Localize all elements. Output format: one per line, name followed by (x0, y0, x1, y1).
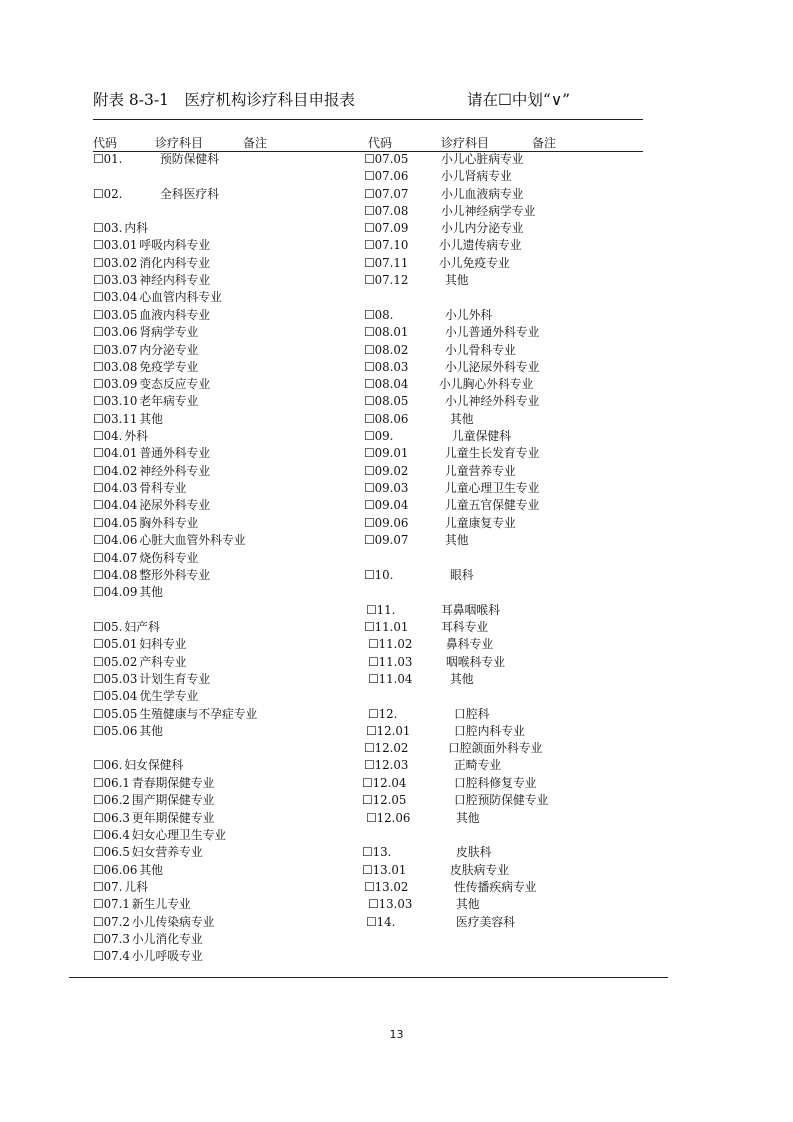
subject-name: 其他 (456, 811, 480, 825)
subject-code: ☐04.06 (93, 533, 138, 547)
subject-code: ☐06.4 (93, 828, 130, 842)
subject-name: 其他 (456, 897, 480, 911)
header-code-right: 代码 (368, 136, 393, 150)
list-item[interactable] (364, 516, 516, 530)
list-item[interactable] (364, 221, 524, 235)
list-item[interactable] (364, 273, 469, 287)
subject-code: ☐07.3 (93, 932, 130, 946)
list-item[interactable] (93, 152, 219, 166)
list-item[interactable] (364, 741, 543, 755)
subject-name: 产科专业 (139, 655, 187, 669)
subject-name: 小儿免疫专业 (439, 256, 510, 270)
subject-name: 内分泌专业 (139, 343, 199, 357)
list-item[interactable] (93, 343, 198, 357)
list-item[interactable] (364, 238, 522, 252)
subject-name: 性传播疾病专业 (454, 880, 537, 894)
subject-name: 优生学专业 (139, 689, 199, 703)
list-item[interactable] (93, 498, 210, 512)
list-item[interactable] (93, 238, 210, 252)
subject-name: 口腔内科专业 (454, 724, 525, 738)
subject-name: 其他 (450, 672, 474, 686)
subject-code: ☐13. (362, 845, 392, 859)
subject-code: ☐07.2 (93, 915, 130, 929)
page-title: 附表 8-3-1 医疗机构诊疗科目申报表 (93, 91, 355, 109)
subject-code: ☐10. (364, 568, 394, 582)
subject-name: 小儿外科 (445, 308, 493, 322)
subject-code: ☐05.02 (93, 655, 138, 669)
subject-code: ☐04.09 (93, 585, 138, 599)
list-item[interactable] (93, 863, 163, 877)
subject-code: ☐11.01 (364, 620, 409, 634)
list-item[interactable] (93, 724, 163, 738)
list-item[interactable] (368, 655, 505, 669)
subject-code: ☐07.12 (364, 273, 409, 287)
subject-name: 血液内科专业 (139, 308, 211, 322)
page-number: 13 (389, 1028, 404, 1041)
subject-name: 小儿呼吸专业 (131, 949, 203, 963)
subject-code: ☐11. (366, 603, 396, 617)
subject-code: ☐05.06 (93, 724, 138, 738)
list-item[interactable] (93, 516, 198, 530)
subject-code: ☐12.01 (366, 724, 411, 738)
subject-name: 其他 (445, 533, 469, 547)
subject-name: 儿童营养专业 (445, 464, 516, 478)
subject-name: 整形外科专业 (139, 568, 211, 582)
subject-code: ☐11.04 (368, 672, 413, 686)
list-item[interactable] (93, 585, 163, 599)
subject-code: ☐11.03 (368, 655, 413, 669)
list-item[interactable] (364, 446, 540, 460)
subject-name: 内科 (124, 221, 148, 235)
subject-code: ☐07.08 (364, 204, 409, 218)
subject-code: ☐02. (93, 187, 123, 201)
subject-name: 全科医疗科 (160, 187, 219, 201)
subject-code: ☐06.1 (93, 776, 130, 790)
subject-name: 心血管内科专业 (139, 290, 222, 304)
subject-code: ☐14. (366, 915, 396, 929)
subject-code: ☐08.02 (364, 343, 409, 357)
list-item[interactable] (93, 256, 210, 270)
subject-code: ☐07.09 (364, 221, 409, 235)
list-item[interactable] (368, 637, 494, 651)
instruction-text: 请在☐中划“∨” (467, 91, 571, 109)
list-item[interactable] (364, 464, 516, 478)
subject-code: ☐06.3 (93, 811, 130, 825)
header-remark-left: 备注 (243, 136, 268, 150)
subject-name: 妇科专业 (139, 637, 187, 651)
subject-code: ☐03.11 (93, 412, 138, 426)
subject-name: 口腔预防保健专业 (454, 793, 549, 807)
list-item[interactable] (93, 620, 160, 634)
subject-code: ☐04.01 (93, 446, 138, 460)
subject-name: 妇产科 (124, 620, 160, 634)
subject-name: 口腔科修复专业 (454, 776, 537, 790)
list-item[interactable] (366, 811, 480, 825)
subject-name: 正畸专业 (454, 758, 502, 772)
subject-code: ☐06. (93, 758, 123, 772)
subject-code: ☐03.10 (93, 394, 138, 408)
list-item[interactable] (364, 377, 534, 391)
header-subject-right: 诊疗科目 (441, 136, 490, 150)
subject-code: ☐13.02 (364, 880, 409, 894)
subject-code: ☐07.06 (364, 169, 409, 183)
subject-name: 眼科 (450, 568, 474, 582)
subject-code: ☐04. (93, 429, 123, 443)
subject-code: ☐04.02 (93, 464, 138, 478)
subject-name: 预防保健科 (160, 152, 219, 166)
header-subject-left: 诊疗科目 (155, 136, 204, 150)
subject-name: 小儿内分泌专业 (441, 221, 524, 235)
subject-name: 免疫学专业 (139, 360, 199, 374)
list-item[interactable] (93, 533, 246, 547)
list-item[interactable] (364, 481, 540, 495)
subject-code: ☐08.04 (364, 377, 409, 391)
subject-code: ☐03.04 (93, 290, 138, 304)
subject-code: ☐11.02 (368, 637, 413, 651)
subject-code: ☐08.05 (364, 394, 409, 408)
subject-name: 皮肤病专业 (450, 863, 509, 877)
subject-code: ☐07.11 (364, 256, 409, 270)
subject-code: ☐12.04 (362, 776, 407, 790)
list-item[interactable] (368, 897, 480, 911)
subject-code: ☐05.03 (93, 672, 138, 686)
list-item[interactable] (93, 845, 203, 859)
subject-name: 其他 (139, 724, 163, 738)
subject-code: ☐06.2 (93, 793, 130, 807)
subject-name: 鼻科专业 (446, 637, 494, 651)
subject-name: 小儿骨科专业 (445, 343, 516, 357)
subject-code: ☐09. (364, 429, 394, 443)
subject-code: ☐03. (93, 221, 123, 235)
subject-name: 神经外科专业 (139, 464, 211, 478)
subject-name: 皮肤科 (456, 845, 492, 859)
subject-name: 小儿肾病专业 (441, 169, 512, 183)
subject-code: ☐03.06 (93, 325, 138, 339)
list-item[interactable] (93, 325, 198, 339)
subject-code: ☐12.02 (364, 741, 409, 755)
subject-code: ☐12.06 (366, 811, 411, 825)
subject-name: 儿童康复专业 (445, 516, 516, 530)
subject-code: ☐05.05 (93, 707, 138, 721)
subject-code: ☐04.03 (93, 481, 138, 495)
list-item[interactable] (93, 290, 222, 304)
subject-name: 小儿消化专业 (131, 932, 203, 946)
subject-name: 医疗美容科 (456, 915, 515, 929)
subject-name: 咽喉科专业 (446, 655, 505, 669)
list-item[interactable] (366, 724, 525, 738)
subject-name: 变态反应专业 (139, 377, 211, 391)
list-item[interactable] (93, 377, 210, 391)
list-item[interactable] (93, 793, 214, 807)
list-item[interactable] (93, 308, 210, 322)
list-item[interactable] (93, 464, 210, 478)
list-item[interactable] (93, 897, 191, 911)
subject-name: 耳鼻咽喉科 (441, 603, 500, 617)
subject-code: ☐07.4 (93, 949, 130, 963)
subject-code: ☐07.05 (364, 152, 409, 166)
subject-name: 其他 (450, 412, 474, 426)
subject-name: 其他 (139, 863, 163, 877)
subject-code: ☐03.02 (93, 256, 138, 270)
list-item[interactable] (364, 758, 502, 772)
subject-code: ☐05. (93, 620, 123, 634)
list-item[interactable] (362, 845, 492, 859)
subject-name: 泌尿外科专业 (139, 498, 211, 512)
subject-code: ☐06.5 (93, 845, 130, 859)
subject-name: 肾病学专业 (139, 325, 199, 339)
subject-code: ☐12.03 (364, 758, 409, 772)
list-item[interactable] (364, 429, 511, 443)
list-item[interactable] (362, 863, 509, 877)
subject-name: 计划生育专业 (139, 672, 211, 686)
subject-name: 小儿普通外科专业 (445, 325, 540, 339)
subject-code: ☐04.04 (93, 498, 138, 512)
list-item[interactable] (364, 343, 516, 357)
subject-code: ☐12. (368, 707, 398, 721)
subject-code: ☐08.03 (364, 360, 409, 374)
list-item[interactable] (93, 932, 203, 946)
list-item[interactable] (364, 533, 469, 547)
list-item[interactable] (93, 758, 183, 772)
subject-name: 骨科专业 (139, 481, 187, 495)
list-item[interactable] (364, 568, 474, 582)
list-item[interactable] (93, 915, 214, 929)
subject-name: 外科 (124, 429, 148, 443)
top-rule (93, 119, 643, 120)
list-item[interactable] (364, 498, 540, 512)
subject-name: 青春期保健专业 (131, 776, 215, 790)
list-item[interactable] (368, 707, 490, 721)
list-item[interactable] (364, 169, 512, 183)
list-item[interactable] (362, 793, 549, 807)
subject-code: ☐07.07 (364, 187, 409, 201)
bottom-rule (69, 977, 668, 978)
list-item[interactable] (93, 481, 187, 495)
subject-code: ☐09.02 (364, 464, 409, 478)
header-code-left: 代码 (93, 136, 118, 150)
list-item[interactable] (364, 308, 493, 322)
list-item[interactable] (364, 187, 524, 201)
subject-name: 妇女心理卫生专业 (131, 828, 227, 842)
list-item[interactable] (364, 256, 510, 270)
list-item[interactable] (93, 655, 187, 669)
list-item[interactable] (366, 915, 515, 929)
subject-name: 呼吸内科专业 (139, 238, 211, 252)
subject-name: 围产期保健专业 (131, 793, 215, 807)
list-item[interactable] (93, 412, 163, 426)
subject-code: ☐13.03 (368, 897, 413, 911)
header-remark-right: 备注 (532, 136, 557, 150)
subject-name: 消化内科专业 (139, 256, 211, 270)
subject-name: 普通外科专业 (139, 446, 211, 460)
subject-name: 新生儿专业 (131, 897, 191, 911)
subject-code: ☐07. (93, 880, 123, 894)
subject-name: 胸外科专业 (139, 516, 199, 530)
subject-name: 小儿遗传病专业 (439, 238, 522, 252)
list-item[interactable] (366, 603, 500, 617)
list-item[interactable] (93, 689, 198, 703)
list-item[interactable] (93, 707, 257, 721)
list-item[interactable] (364, 360, 540, 374)
subject-name: 儿童心理卫生专业 (445, 481, 540, 495)
list-item[interactable] (93, 828, 226, 842)
subject-code: ☐08.01 (364, 325, 409, 339)
list-item[interactable] (362, 776, 537, 790)
subject-name: 口腔科 (454, 707, 490, 721)
subject-name: 儿科 (124, 880, 148, 894)
list-item[interactable] (93, 776, 214, 790)
list-item[interactable] (93, 187, 219, 201)
subject-code: ☐03.03 (93, 273, 138, 287)
subject-name: 烧伤科专业 (139, 551, 199, 565)
subject-code: ☐03.08 (93, 360, 138, 374)
subject-name: 小儿泌尿外科专业 (445, 360, 540, 374)
subject-code: ☐03.09 (93, 377, 138, 391)
subject-name: 小儿神经外科专业 (445, 394, 540, 408)
subject-code: ☐13.01 (362, 863, 407, 877)
subject-code: ☐05.04 (93, 689, 138, 703)
subject-name: 小儿神经病学专业 (441, 204, 536, 218)
subject-code: ☐09.04 (364, 498, 409, 512)
subject-name: 生殖健康与不孕症专业 (139, 707, 258, 721)
list-item[interactable] (364, 152, 524, 166)
list-item[interactable] (93, 811, 214, 825)
subject-code: ☐07.1 (93, 897, 130, 911)
list-item[interactable] (93, 880, 148, 894)
subject-name: 更年期保健专业 (131, 811, 215, 825)
subject-name: 其他 (445, 273, 469, 287)
subject-code: ☐08. (364, 308, 394, 322)
subject-code: ☐03.05 (93, 308, 138, 322)
subject-code: ☐09.07 (364, 533, 409, 547)
subject-name: 儿童生长发育专业 (445, 446, 540, 460)
subject-name: 耳科专业 (441, 620, 489, 634)
subject-code: ☐04.08 (93, 568, 138, 582)
subject-name: 妇女营养专业 (131, 845, 203, 859)
list-item[interactable] (93, 949, 203, 963)
list-item[interactable] (364, 412, 474, 426)
list-item[interactable] (93, 273, 210, 287)
subject-code: ☐05.01 (93, 637, 138, 651)
subject-name: 老年病专业 (139, 394, 199, 408)
list-item[interactable] (93, 446, 210, 460)
subject-name: 口腔颌面外科专业 (448, 741, 543, 755)
subject-name: 小儿胸心外科专业 (439, 377, 534, 391)
subject-code: ☐12.05 (362, 793, 407, 807)
subject-code: ☐04.07 (93, 551, 138, 565)
list-item[interactable] (93, 568, 210, 582)
list-item[interactable] (93, 551, 198, 565)
list-item[interactable] (364, 394, 540, 408)
subject-name: 小儿心脏病专业 (441, 152, 524, 166)
subject-name: 儿童保健科 (452, 429, 511, 443)
subject-name: 小儿血液病专业 (441, 187, 524, 201)
subject-code: ☐08.06 (364, 412, 409, 426)
list-item[interactable] (93, 429, 148, 443)
subject-code: ☐09.01 (364, 446, 409, 460)
list-item[interactable] (368, 672, 474, 686)
list-item[interactable] (93, 360, 198, 374)
list-item[interactable] (93, 394, 198, 408)
list-item[interactable] (93, 672, 210, 686)
subject-code: ☐09.03 (364, 481, 409, 495)
subject-code: ☐07.10 (364, 238, 409, 252)
subject-name: 其他 (139, 585, 163, 599)
subject-name: 儿童五官保健专业 (445, 498, 540, 512)
subject-code: ☐06.06 (93, 863, 138, 877)
subject-name: 其他 (139, 412, 163, 426)
list-item[interactable] (364, 325, 540, 339)
subject-name: 心脏大血管外科专业 (139, 533, 246, 547)
subject-code: ☐03.01 (93, 238, 138, 252)
subject-code: ☐04.05 (93, 516, 138, 530)
subject-name: 小儿传染病专业 (131, 915, 215, 929)
subject-code: ☐01. (93, 152, 123, 166)
list-item[interactable] (364, 620, 489, 634)
list-item[interactable] (93, 637, 187, 651)
list-item[interactable] (364, 880, 537, 894)
list-item[interactable] (93, 221, 148, 235)
subject-code: ☐03.07 (93, 343, 138, 357)
subject-name: 神经内科专业 (139, 273, 211, 287)
subject-name: 妇女保健科 (124, 758, 184, 772)
list-item[interactable] (364, 204, 536, 218)
subject-code: ☐09.06 (364, 516, 409, 530)
